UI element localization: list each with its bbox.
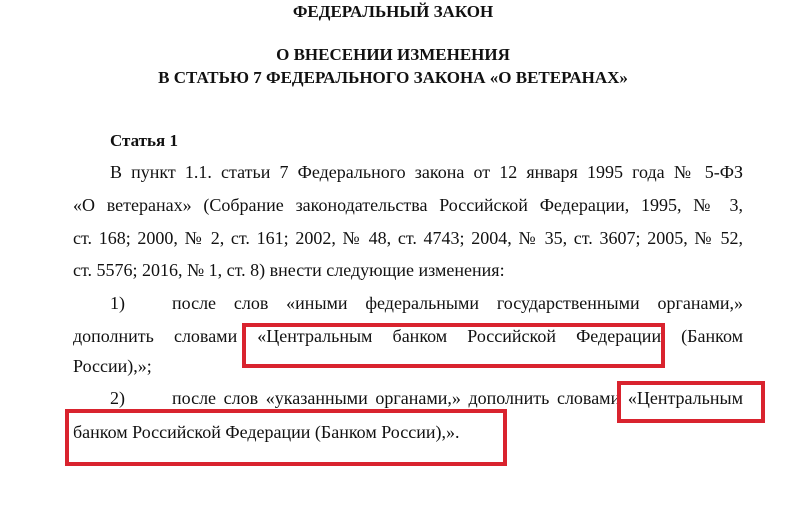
item-2-number: 2) [110, 388, 125, 408]
article-heading: Статья 1 [110, 131, 178, 150]
highlight-box [617, 381, 765, 423]
title-line-1: О ВНЕСЕНИИ ИЗМЕНЕНИЯ [276, 45, 510, 64]
item-2-line: банком Российской Федерации (Банком России),». [73, 422, 460, 442]
highlight-box [242, 323, 665, 368]
item-1-line: после слов «иными федеральными государственными органами,» [172, 293, 743, 313]
title-line-2: В СТАТЬЮ 7 ФЕДЕРАЛЬНОГО ЗАКОНА «О ВЕТЕРАНАХ» [158, 68, 628, 87]
document-type: ФЕДЕРАЛЬНЫЙ ЗАКОН [292, 2, 494, 21]
item-1-line: дополнить словами «Центральным банком Российской Федерации (Банком [73, 326, 743, 346]
paragraph-line: В пункт 1.1. статьи 7 Федерального закона от 12 января 1995 года № 5-ФЗ [110, 162, 743, 182]
paragraph-line: «О ветеранах» (Собрание законодательства Российской Федерации, 1995, № 3, [73, 195, 743, 215]
paragraph-line: ст. 168; 2000, № 2, ст. 161; 2002, № 48, ст. 4743; 2004, № 35, ст. 3607; 2005, № 52, [73, 228, 743, 248]
item-1-number: 1) [110, 293, 125, 313]
highlight-box [65, 409, 507, 466]
item-2-line: после слов «указанными органами,» дополнить словами «Центральным [172, 388, 743, 408]
paragraph-line: ст. 5576; 2016, № 1, ст. 8) внести следующие изменения: [73, 260, 505, 280]
item-1-line: России),»; [73, 356, 152, 376]
